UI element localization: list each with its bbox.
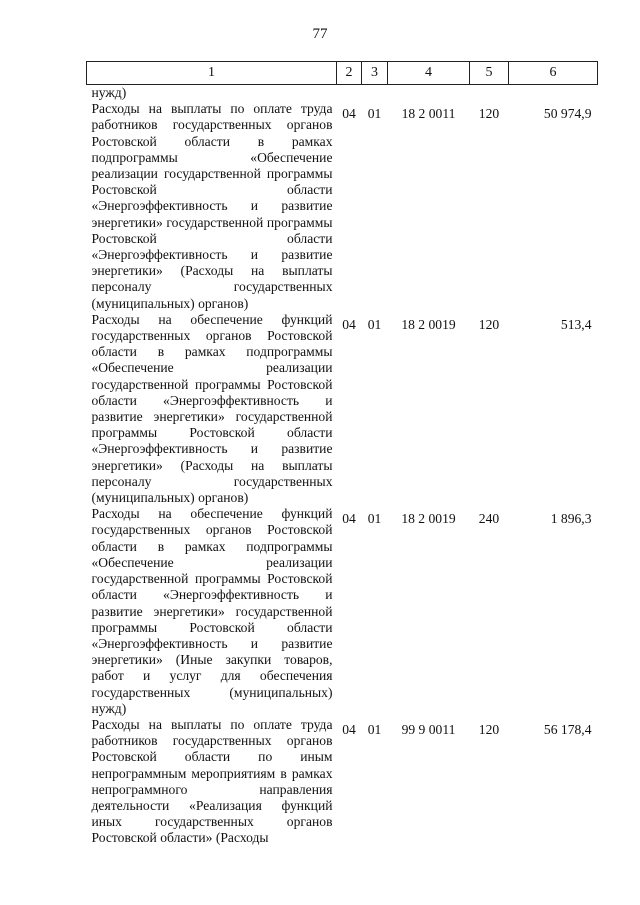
row-target-article: 18 2 0019 bbox=[401, 511, 456, 527]
row-subsection: 01 bbox=[367, 106, 382, 122]
row-description: Расходы на обеспечение функций государственных органов Ростовской области в рамках подпрограммы «Обеспечение реализации государственной программы Ростовской области «Энергоэффективность и развитие энергетики» государственной программы Ростовской области «Энергоэффективность и развитие энергетики» (Иные закупки товаров, работ и услуг для обеспечения государственных (муниципальных) нужд) bbox=[91, 506, 333, 716]
row-subsection: 01 bbox=[367, 721, 382, 737]
row-amount: 56 178,4 bbox=[543, 721, 592, 737]
row-target-article: 99 9 0011 bbox=[401, 721, 456, 737]
row-expense-type: 120 bbox=[478, 106, 500, 122]
row-amount: 513,4 bbox=[560, 316, 592, 332]
row-subsection: 01 bbox=[367, 316, 382, 332]
table-row bbox=[87, 506, 598, 717]
column-header-6: 6 bbox=[509, 62, 598, 85]
row-target-article: 18 2 0019 bbox=[401, 316, 456, 332]
column-number-header bbox=[87, 62, 598, 85]
row-section: 04 bbox=[342, 721, 356, 737]
table-row bbox=[87, 312, 598, 506]
row-description: Расходы на выплаты по оплате труда работников государственных органов Ростовской области в рамках подпрограммы «Обеспечение реализации государственной программы Ростовской области «Энергоэффективность и развитие энергетики» государственной программы Ростовской области «Энергоэффективность и развитие энергетики» (Расходы на выплаты персоналу государственных (муниципальных) органов) bbox=[91, 101, 333, 311]
continuation-text: нужд) bbox=[91, 85, 127, 100]
row-amount: 1 896,3 bbox=[550, 511, 592, 527]
continuation-row bbox=[87, 85, 598, 102]
row-subsection: 01 bbox=[367, 511, 382, 527]
column-header-4: 4 bbox=[388, 62, 470, 85]
row-expense-type: 120 bbox=[478, 721, 500, 737]
row-description: Расходы на обеспечение функций государственных органов Ростовской области в рамках подпрограммы «Обеспечение реализации государственной программы Ростовской области «Энергоэффективность и развитие энергетики» государственной программы Ростовской области «Энергоэффективность и развитие энергетики» (Расходы на выплаты персоналу государственных (муниципальных) органов) bbox=[91, 311, 333, 506]
budget-table bbox=[86, 61, 598, 847]
table-row bbox=[87, 717, 598, 847]
row-section: 04 bbox=[342, 511, 356, 527]
row-expense-type: 240 bbox=[478, 511, 500, 527]
column-header-3: 3 bbox=[362, 62, 388, 85]
column-header-1: 1 bbox=[87, 62, 337, 85]
row-expense-type: 120 bbox=[478, 316, 500, 332]
column-header-2: 2 bbox=[337, 62, 362, 85]
page-number: 77 bbox=[312, 26, 328, 42]
table-row bbox=[87, 101, 598, 312]
row-section: 04 bbox=[342, 106, 356, 122]
row-target-article: 18 2 0011 bbox=[401, 106, 456, 122]
row-description: Расходы на выплаты по оплате труда работников государственных органов Ростовской области по иным непрограммным мероприятиям в рамках непрограммного направления деятельности «Реализация функций иных государственных органов Ростовской области» (Расходы bbox=[91, 716, 333, 846]
row-amount: 50 974,9 bbox=[543, 106, 592, 122]
row-section: 04 bbox=[342, 316, 356, 332]
column-header-5: 5 bbox=[470, 62, 509, 85]
